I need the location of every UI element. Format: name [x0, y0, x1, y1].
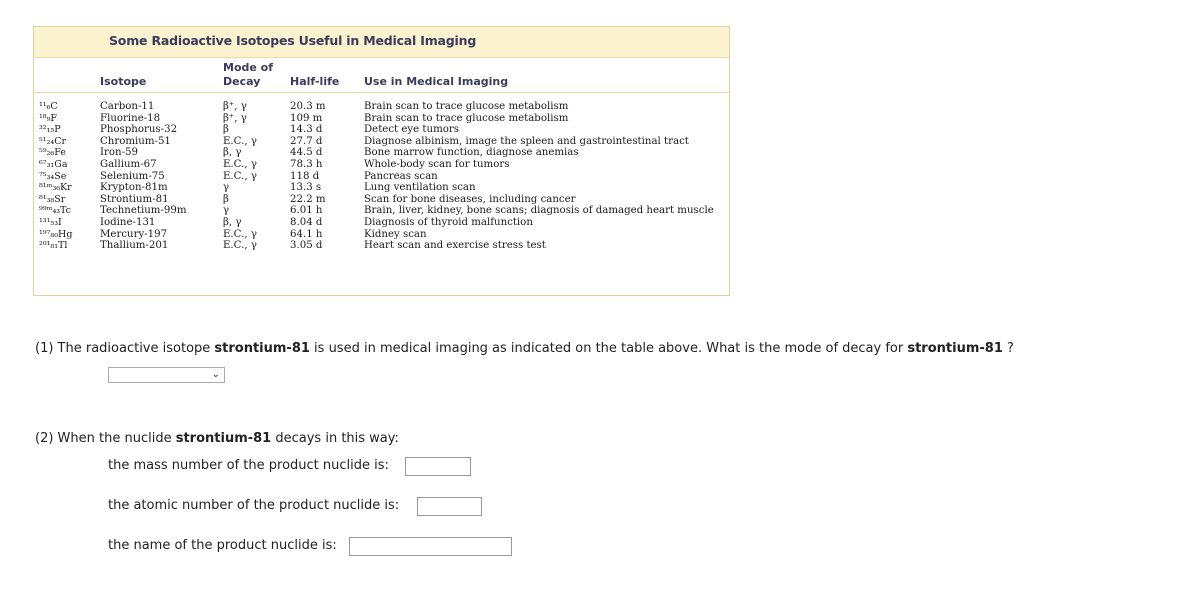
- isotope-symbol: ⁵⁹₂₆Fe: [39, 147, 66, 159]
- mass-number-label: the mass number of the product nuclide is:: [108, 458, 389, 473]
- nuclide-name-input[interactable]: [349, 537, 512, 556]
- half-life: 22.2 m: [290, 193, 326, 205]
- table-row: [34, 229, 729, 241]
- q1-isotope-name-2: strontium-81: [907, 341, 1003, 356]
- table-row: [34, 124, 729, 136]
- q2-suffix: decays in this way:: [271, 431, 399, 446]
- decay-mode: E.C., γ: [223, 170, 257, 182]
- medical-use: Heart scan and exercise stress test: [364, 240, 546, 252]
- table-row: [34, 136, 729, 148]
- header-use: Use in Medical Imaging: [364, 75, 509, 88]
- half-life: 14.3 d: [290, 124, 323, 136]
- medical-use: Kidney scan: [364, 228, 427, 240]
- table-title: Some Radioactive Isotopes Useful in Medical Imaging: [109, 33, 477, 48]
- table-row: [34, 205, 729, 217]
- medical-use: Detect eye tumors: [364, 124, 459, 136]
- isotope-name: Mercury-197: [100, 228, 168, 240]
- isotope-symbol: ²⁰¹₈₁Tl: [39, 240, 68, 252]
- half-life: 27.7 d: [290, 135, 323, 147]
- isotope-table: [33, 26, 730, 296]
- question-1: [35, 341, 1014, 356]
- header-divider: [34, 92, 729, 93]
- isotope-symbol: ¹³¹₅₃I: [39, 217, 62, 228]
- mass-number-input[interactable]: [405, 457, 471, 476]
- header-isotope: Isotope: [100, 75, 147, 88]
- medical-use: Diagnose albinism, image the spleen and gastrointestinal tract: [364, 135, 689, 147]
- isotope-symbol: ⁷⁵₃₄Se: [39, 170, 67, 182]
- half-life: 8.04 d: [290, 217, 323, 228]
- header-half-life: Half-life: [290, 75, 340, 88]
- question-2: [35, 431, 399, 446]
- chevron-down-icon: ⌄: [211, 369, 220, 380]
- decay-mode: γ: [223, 182, 230, 194]
- isotope-symbol: ⁹⁹ᵐ₄₃Tc: [39, 205, 71, 217]
- half-life: 6.01 h: [290, 205, 323, 217]
- header-mode-line1: Mode of: [223, 61, 274, 74]
- isotope-symbol: ⁵¹₂₄Cr: [39, 135, 67, 147]
- isotope-symbol: ¹⁸₉F: [39, 112, 58, 124]
- table-title-bar: [34, 27, 729, 58]
- isotope-symbol: ¹⁹⁷₈₀Hg: [39, 228, 73, 240]
- half-life: 109 m: [290, 112, 323, 124]
- isotope-name: Strontium-81: [100, 193, 169, 205]
- q1-suffix: ?: [1002, 341, 1014, 356]
- decay-mode: β: [223, 193, 229, 205]
- half-life: 3.05 d: [290, 240, 323, 252]
- half-life: 78.3 h: [290, 159, 323, 170]
- nuclide-name-label: the name of the product nuclide is:: [108, 538, 337, 553]
- header-mode-line2: Decay: [223, 75, 261, 88]
- table-row: [34, 101, 729, 113]
- isotope-symbol: ³²₁₅P: [39, 124, 61, 136]
- isotope-symbol: ⁸¹₃₈Sr: [39, 193, 66, 205]
- decay-mode: E.C., γ: [223, 228, 257, 240]
- decay-mode: β, γ: [223, 147, 242, 159]
- medical-use: Diagnosis of thyroid malfunction: [364, 217, 533, 228]
- decay-mode: E.C., γ: [223, 240, 257, 252]
- q1-middle: is used in medical imaging as indicated on the table above. What is the mode of decay for: [309, 341, 908, 356]
- medical-use: Pancreas scan: [364, 170, 438, 182]
- isotope-name: Technetium-99m: [100, 205, 187, 217]
- decay-mode: E.C., γ: [223, 159, 257, 170]
- isotope-name: Iodine-131: [100, 217, 156, 228]
- isotope-name: Selenium-75: [100, 170, 165, 182]
- isotope-name: Fluorine-18: [100, 112, 161, 124]
- medical-use: Whole-body scan for tumors: [364, 159, 510, 170]
- medical-use: Brain scan to trace glucose metabolism: [364, 112, 569, 124]
- isotope-name: Krypton-81m: [100, 182, 168, 194]
- medical-use: Scan for bone diseases, including cancer: [364, 193, 576, 205]
- half-life: 118 d: [290, 170, 320, 182]
- isotope-symbol: ⁶⁷₃₁Ga: [39, 159, 68, 170]
- q2-isotope-name: strontium-81: [175, 431, 272, 446]
- medical-use: Bone marrow function, diagnose anemias: [364, 147, 579, 159]
- table-row: [34, 240, 729, 252]
- q1-prefix: (1) The radioactive isotope: [35, 341, 215, 356]
- isotope-name: Thallium-201: [100, 240, 169, 252]
- q2-prefix: (2) When the nuclide: [35, 431, 176, 446]
- atomic-number-input[interactable]: [417, 497, 482, 516]
- table-row: [34, 147, 729, 159]
- isotope-symbol: ⁸¹ᵐ₃₆Kr: [39, 182, 72, 194]
- decay-mode: γ: [223, 205, 230, 217]
- table-row: [34, 182, 729, 194]
- table-row: [34, 159, 729, 171]
- isotope-name: Iron-59: [100, 147, 138, 159]
- isotope-name: Phosphorus-32: [100, 124, 178, 136]
- decay-mode: β⁺, γ: [223, 101, 247, 112]
- half-life: 44.5 d: [290, 147, 323, 159]
- q1-isotope-name: strontium-81: [214, 341, 310, 356]
- decay-mode: E.C., γ: [223, 135, 257, 147]
- table-row: [34, 171, 729, 183]
- isotope-name: Carbon-11: [100, 101, 155, 112]
- isotope-name: Gallium-67: [100, 159, 157, 170]
- table-row: [34, 113, 729, 125]
- medical-use: Brain, liver, kidney, bone scans; diagnosis of damaged heart muscle: [364, 205, 714, 217]
- half-life: 64.1 h: [290, 228, 323, 240]
- decay-mode: β⁺, γ: [223, 112, 247, 124]
- decay-mode: β, γ: [223, 217, 242, 228]
- table-row: [34, 194, 729, 206]
- half-life: 20.3 m: [290, 101, 326, 112]
- medical-use: Brain scan to trace glucose metabolism: [364, 101, 569, 112]
- decay-mode: β: [223, 124, 229, 136]
- medical-use: Lung ventilation scan: [364, 182, 476, 194]
- isotope-symbol: ¹¹₆C: [39, 101, 58, 112]
- half-life: 13.3 s: [290, 182, 322, 194]
- atomic-number-label: the atomic number of the product nuclide is:: [108, 498, 400, 513]
- decay-mode-select[interactable]: [108, 367, 225, 383]
- isotope-name: Chromium-51: [100, 135, 171, 147]
- table-row: [34, 217, 729, 229]
